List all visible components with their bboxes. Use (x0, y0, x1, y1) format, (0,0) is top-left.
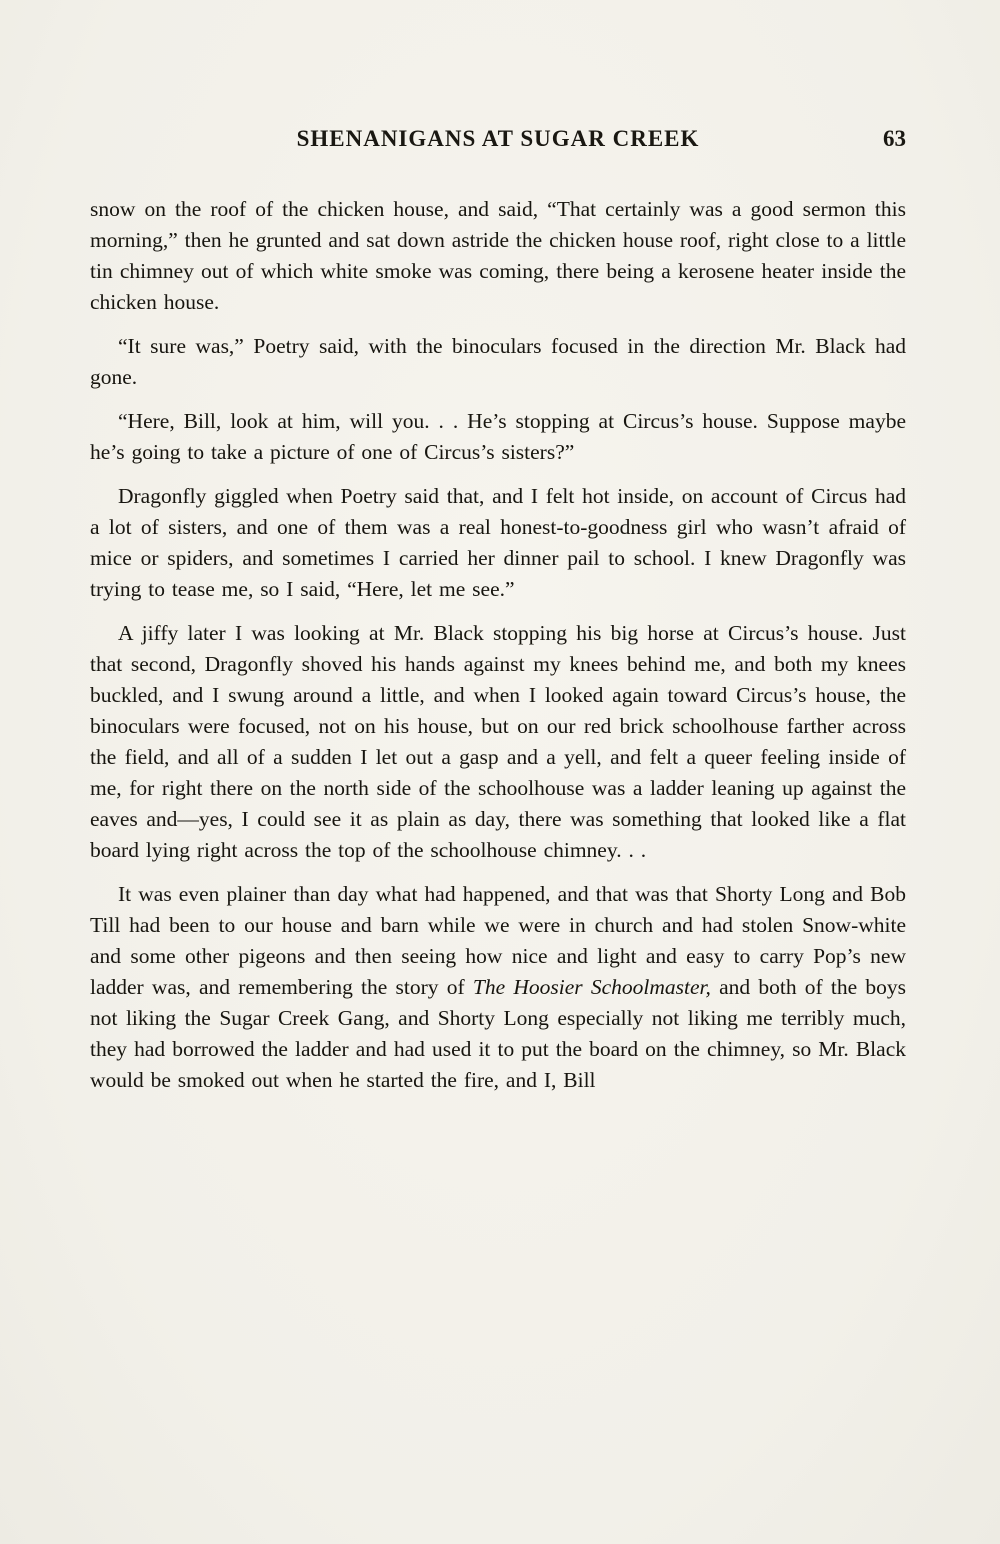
page-text (90, 160, 906, 1096)
running-head (90, 0, 906, 160)
italic-text-run: The Hoosier Schoolmaster, (472, 975, 711, 999)
paragraph (90, 481, 906, 605)
text-run: A jiffy later I was looking at Mr. Black stopping his big horse at Circus’s house. Just that second, Dragonfly shoved his hands against my knees behind me, and both my knees buckled, and I swung around a little, and when I looked again toward Circus’s house, the binoculars were focused, not on his house, but on our red brick schoolhouse farther across the field, and all of a sudden I let out a gasp and a yell, and felt a queer feeling inside of me, for right there on the north side of the schoolhouse was a ladder leaning up against the eaves and—yes, I could see it as plain as day, there was something that looked like a flat board lying right across the top of the schoolhouse chimney. . . (90, 621, 906, 862)
text-run: “Here, Bill, look at him, will you. . . He’s stopping at Circus’s house. Suppose maybe he’s going to take a picture of one of Circus’s sisters?” (90, 409, 906, 464)
text-run: Dragonfly giggled when Poetry said that, and I felt hot inside, on account of Circus had a lot of sisters, and one of them was a real honest-to-goodness girl who wasn’t afraid of mice or spiders, and sometimes I carried her dinner pail to school. I knew Dragonfly was trying to tease me, so I said, “Here, let me see.” (90, 484, 906, 601)
text-run: It was even plainer than day what had happened, and that was that Shorty Long and Bob Till had been to our house and barn while we were in church and had stolen Snow-white and some other pigeons and then seeing how nice and light and easy to carry Pop’s new ladder was, and remembering the story of (90, 882, 906, 999)
paragraph (90, 406, 906, 468)
text-run: snow on the roof of the chicken house, and said, “That certainly was a good sermon this morning,” then he grunted and sat down astride the chicken house roof, right close to a little tin chimney out of which white smoke was coming, there being a kerosene heater inside the chicken house. (90, 197, 906, 314)
paragraph (90, 194, 906, 318)
page-number: 63 (883, 126, 906, 151)
paragraph (90, 618, 906, 866)
text-run: “It sure was,” Poetry said, with the binoculars focused in the direction Mr. Black had gone. (90, 334, 906, 389)
running-head-title: SHENANIGANS AT SUGAR CREEK (296, 126, 700, 151)
paragraph (90, 331, 906, 393)
paragraph (90, 879, 906, 1096)
text-run: and both of the boys not liking the Sugar Creek Gang, and Shorty Long especially not liking me terribly much, they had borrowed the ladder and had used it to put the board on the chimney, so Mr. Black would be smoked out when he started the fire, and I, Bill (90, 975, 907, 1092)
